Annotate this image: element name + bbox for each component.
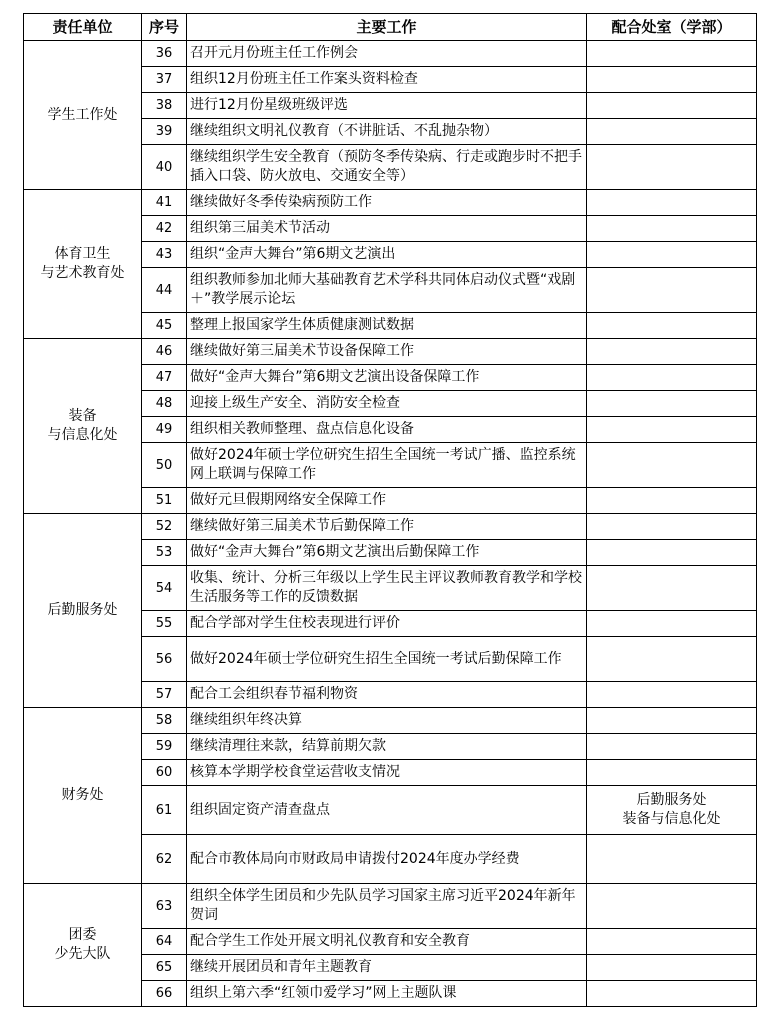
header-task: 主要工作 <box>187 14 587 41</box>
coop-cell <box>587 417 757 443</box>
table-row <box>24 884 757 929</box>
num-cell: 56 <box>142 637 187 682</box>
task-cell: 迎接上级生产安全、消防安全检查 <box>187 391 587 417</box>
coop-cell <box>587 443 757 488</box>
num-cell: 51 <box>142 488 187 514</box>
header-unit: 责任单位 <box>24 14 142 41</box>
work-plan-table <box>23 13 757 1007</box>
task-cell: 配合学生工作处开展文明礼仪教育和安全教育 <box>187 929 587 955</box>
coop-cell <box>587 540 757 566</box>
table-header-row <box>24 14 757 41</box>
num-cell: 66 <box>142 981 187 1007</box>
task-cell: 继续开展团员和青年主题教育 <box>187 955 587 981</box>
num-cell: 65 <box>142 955 187 981</box>
task-cell: 组织相关教师整理、盘点信息化设备 <box>187 417 587 443</box>
num-cell: 48 <box>142 391 187 417</box>
unit-cell: 后勤服务处 <box>24 514 142 708</box>
task-cell: 做好“金声大舞台”第6期文艺演出设备保障工作 <box>187 365 587 391</box>
task-cell: 组织“金声大舞台”第6期文艺演出 <box>187 242 587 268</box>
task-cell: 组织教师参加北师大基础教育艺术学科共同体启动仪式暨“戏剧＋”教学展示论坛 <box>187 268 587 313</box>
task-cell: 组织第三届美术节活动 <box>187 216 587 242</box>
coop-cell <box>587 41 757 67</box>
num-cell: 63 <box>142 884 187 929</box>
unit-cell: 体育卫生 与艺术教育处 <box>24 190 142 339</box>
task-cell: 继续组织年终决算 <box>187 708 587 734</box>
num-cell: 43 <box>142 242 187 268</box>
task-cell: 继续做好冬季传染病预防工作 <box>187 190 587 216</box>
task-cell: 配合工会组织春节福利物资 <box>187 682 587 708</box>
coop-cell <box>587 611 757 637</box>
task-cell: 整理上报国家学生体质健康测试数据 <box>187 313 587 339</box>
coop-cell <box>587 566 757 611</box>
num-cell: 53 <box>142 540 187 566</box>
num-cell: 64 <box>142 929 187 955</box>
task-cell: 做好“金声大舞台”第6期文艺演出后勤保障工作 <box>187 540 587 566</box>
num-cell: 45 <box>142 313 187 339</box>
num-cell: 52 <box>142 514 187 540</box>
task-cell: 组织全体学生团员和少先队员学习国家主席习近平2024年新年贺词 <box>187 884 587 929</box>
coop-cell <box>587 313 757 339</box>
num-cell: 41 <box>142 190 187 216</box>
task-cell: 继续清理往来款，结算前期欠款 <box>187 734 587 760</box>
coop-cell <box>587 884 757 929</box>
num-cell: 44 <box>142 268 187 313</box>
task-cell: 召开元月份班主任工作例会 <box>187 41 587 67</box>
coop-cell: 后勤服务处 装备与信息化处 <box>587 786 757 835</box>
num-cell: 37 <box>142 67 187 93</box>
unit-cell: 财务处 <box>24 708 142 884</box>
num-cell: 60 <box>142 760 187 786</box>
num-cell: 55 <box>142 611 187 637</box>
coop-cell <box>587 488 757 514</box>
coop-cell <box>587 67 757 93</box>
num-cell: 39 <box>142 119 187 145</box>
num-cell: 58 <box>142 708 187 734</box>
num-cell: 42 <box>142 216 187 242</box>
task-cell: 组织上第六季“红领巾爱学习”网上主题队课 <box>187 981 587 1007</box>
coop-cell <box>587 637 757 682</box>
coop-cell <box>587 216 757 242</box>
task-cell: 做好2024年硕士学位研究生招生全国统一考试后勤保障工作 <box>187 637 587 682</box>
num-cell: 47 <box>142 365 187 391</box>
coop-cell <box>587 119 757 145</box>
task-cell: 继续做好第三届美术节设备保障工作 <box>187 339 587 365</box>
coop-cell <box>587 190 757 216</box>
header-coop: 配合处室（学部） <box>587 14 757 41</box>
num-cell: 54 <box>142 566 187 611</box>
unit-cell: 团委 少先大队 <box>24 884 142 1007</box>
coop-cell <box>587 514 757 540</box>
task-cell: 组织固定资产清查盘点 <box>187 786 587 835</box>
coop-cell <box>587 242 757 268</box>
task-cell: 做好元旦假期网络安全保障工作 <box>187 488 587 514</box>
coop-cell <box>587 929 757 955</box>
num-cell: 36 <box>142 41 187 67</box>
task-cell: 组织12月份班主任工作案头资料检查 <box>187 67 587 93</box>
coop-cell <box>587 339 757 365</box>
coop-cell <box>587 760 757 786</box>
num-cell: 38 <box>142 93 187 119</box>
num-cell: 50 <box>142 443 187 488</box>
num-cell: 59 <box>142 734 187 760</box>
num-cell: 40 <box>142 145 187 190</box>
coop-cell <box>587 145 757 190</box>
num-cell: 49 <box>142 417 187 443</box>
task-cell: 做好2024年硕士学位研究生招生全国统一考试广播、监控系统网上联调与保障工作 <box>187 443 587 488</box>
num-cell: 62 <box>142 835 187 884</box>
num-cell: 46 <box>142 339 187 365</box>
task-cell: 配合市教体局向市财政局申请拨付2024年度办学经费 <box>187 835 587 884</box>
coop-cell <box>587 734 757 760</box>
task-cell: 配合学部对学生住校表现进行评价 <box>187 611 587 637</box>
task-cell: 进行12月份星级班级评选 <box>187 93 587 119</box>
coop-cell <box>587 981 757 1007</box>
task-cell: 收集、统计、分析三年级以上学生民主评议教师教育教学和学校生活服务等工作的反馈数据 <box>187 566 587 611</box>
coop-cell <box>587 268 757 313</box>
header-num: 序号 <box>142 14 187 41</box>
task-cell: 继续组织学生安全教育（预防冬季传染病、行走或跑步时不把手插入口袋、防火放电、交通安全等） <box>187 145 587 190</box>
coop-cell <box>587 93 757 119</box>
coop-cell <box>587 708 757 734</box>
coop-cell <box>587 391 757 417</box>
table-row <box>24 339 757 365</box>
coop-cell <box>587 955 757 981</box>
coop-cell <box>587 365 757 391</box>
num-cell: 57 <box>142 682 187 708</box>
table-row <box>24 41 757 67</box>
table-row <box>24 708 757 734</box>
table-row <box>24 514 757 540</box>
unit-cell: 装备 与信息化处 <box>24 339 142 514</box>
coop-cell <box>587 682 757 708</box>
unit-cell: 学生工作处 <box>24 41 142 190</box>
num-cell: 61 <box>142 786 187 835</box>
coop-cell <box>587 835 757 884</box>
table-row <box>24 190 757 216</box>
task-cell: 核算本学期学校食堂运营收支情况 <box>187 760 587 786</box>
task-cell: 继续做好第三届美术节后勤保障工作 <box>187 514 587 540</box>
task-cell: 继续组织文明礼仪教育（不讲脏话、不乱抛杂物） <box>187 119 587 145</box>
